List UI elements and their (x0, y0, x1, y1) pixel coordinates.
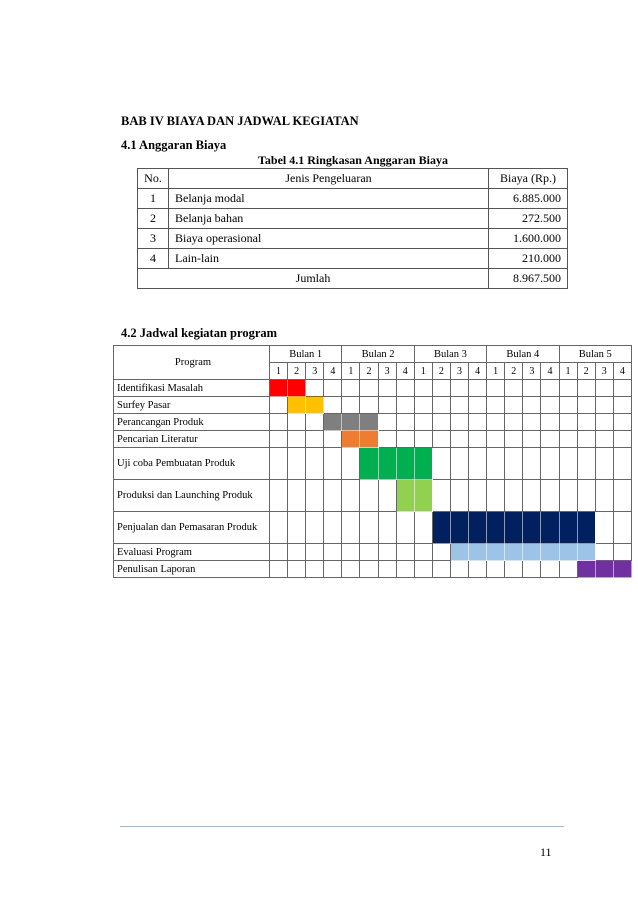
gantt-empty-cell (288, 561, 306, 578)
gantt-empty-cell (595, 512, 613, 544)
gantt-week-label: 2 (577, 363, 595, 380)
gantt-bar-cell (306, 397, 324, 414)
gantt-week-label: 3 (595, 363, 613, 380)
gantt-empty-cell (450, 380, 468, 397)
gantt-empty-cell (613, 480, 631, 512)
gantt-empty-cell (396, 414, 414, 431)
gantt-empty-cell (613, 544, 631, 561)
gantt-bar-cell (559, 512, 577, 544)
gantt-bar-cell (523, 512, 541, 544)
gantt-empty-cell (270, 431, 288, 448)
gantt-empty-cell (414, 561, 432, 578)
gantt-empty-cell (559, 561, 577, 578)
gantt-empty-cell (270, 544, 288, 561)
gantt-bar-cell (360, 431, 378, 448)
budget-total-row (138, 269, 568, 289)
gantt-empty-cell (306, 380, 324, 397)
schedule-gantt-table (113, 345, 632, 578)
gantt-empty-cell (505, 561, 523, 578)
gantt-week-label: 3 (306, 363, 324, 380)
budget-row-amount: 272.500 (489, 209, 568, 229)
gantt-bar-cell (324, 414, 342, 431)
gantt-empty-cell (324, 544, 342, 561)
gantt-empty-cell (432, 544, 450, 561)
gantt-bar-cell (559, 544, 577, 561)
gantt-empty-cell (613, 431, 631, 448)
budget-row-item: Lain-lain (169, 249, 489, 269)
gantt-empty-cell (487, 448, 505, 480)
gantt-empty-cell (487, 414, 505, 431)
gantt-empty-cell (324, 480, 342, 512)
gantt-empty-cell (559, 414, 577, 431)
gantt-empty-cell (469, 431, 487, 448)
gantt-week-label: 4 (613, 363, 631, 380)
gantt-empty-cell (396, 561, 414, 578)
budget-row-no: 4 (138, 249, 169, 269)
gantt-empty-cell (414, 431, 432, 448)
gantt-month-label: Bulan 3 (414, 346, 486, 363)
budget-row-no: 1 (138, 189, 169, 209)
gantt-empty-cell (487, 397, 505, 414)
gantt-bar-cell (396, 480, 414, 512)
gantt-empty-cell (342, 397, 360, 414)
gantt-activity-row (114, 414, 632, 431)
gantt-empty-cell (378, 544, 396, 561)
gantt-empty-cell (505, 380, 523, 397)
gantt-empty-cell (450, 397, 468, 414)
gantt-week-label: 3 (450, 363, 468, 380)
gantt-empty-cell (288, 448, 306, 480)
gantt-activity-name: Penjualan dan Pemasaran Produk (114, 512, 270, 544)
gantt-empty-cell (577, 397, 595, 414)
chapter-title: BAB IV BIAYA DAN JADWAL KEGIATAN (121, 114, 359, 128)
gantt-empty-cell (469, 380, 487, 397)
gantt-empty-cell (505, 448, 523, 480)
gantt-week-label: 3 (378, 363, 396, 380)
gantt-empty-cell (469, 480, 487, 512)
gantt-empty-cell (559, 380, 577, 397)
budget-header-amount: Biaya (Rp.) (489, 169, 568, 189)
gantt-week-label: 2 (432, 363, 450, 380)
gantt-week-label: 4 (324, 363, 342, 380)
gantt-empty-cell (450, 414, 468, 431)
gantt-empty-cell (577, 431, 595, 448)
gantt-empty-cell (523, 414, 541, 431)
gantt-empty-cell (270, 414, 288, 431)
gantt-empty-cell (541, 397, 559, 414)
gantt-month-label: Bulan 4 (487, 346, 559, 363)
gantt-empty-cell (559, 448, 577, 480)
gantt-empty-cell (396, 397, 414, 414)
gantt-bar-cell (270, 380, 288, 397)
budget-header-item: Jenis Pengeluaran (169, 169, 489, 189)
gantt-bar-cell (360, 414, 378, 431)
gantt-week-label: 1 (270, 363, 288, 380)
gantt-empty-cell (288, 480, 306, 512)
gantt-empty-cell (324, 512, 342, 544)
gantt-empty-cell (432, 380, 450, 397)
gantt-empty-cell (523, 448, 541, 480)
gantt-empty-cell (541, 414, 559, 431)
gantt-empty-cell (324, 561, 342, 578)
gantt-empty-cell (613, 448, 631, 480)
gantt-empty-cell (378, 561, 396, 578)
gantt-empty-cell (306, 480, 324, 512)
gantt-empty-cell (360, 512, 378, 544)
gantt-empty-cell (469, 397, 487, 414)
section-title-schedule: 4.2 Jadwal kegiatan program (121, 326, 278, 340)
gantt-week-label: 2 (288, 363, 306, 380)
gantt-activity-row (114, 380, 632, 397)
gantt-empty-cell (288, 414, 306, 431)
gantt-empty-cell (306, 414, 324, 431)
gantt-activity-name: Evaluasi Program (114, 544, 270, 561)
gantt-empty-cell (396, 544, 414, 561)
gantt-activity-name: Penulisan Laporan (114, 561, 270, 578)
budget-row-item: Belanja bahan (169, 209, 489, 229)
gantt-activity-row (114, 431, 632, 448)
budget-header-row (138, 169, 568, 189)
gantt-empty-cell (324, 397, 342, 414)
gantt-empty-cell (432, 414, 450, 431)
gantt-empty-cell (505, 480, 523, 512)
gantt-empty-cell (559, 397, 577, 414)
gantt-empty-cell (360, 397, 378, 414)
gantt-empty-cell (324, 448, 342, 480)
gantt-empty-cell (595, 448, 613, 480)
gantt-empty-cell (360, 544, 378, 561)
gantt-empty-cell (306, 512, 324, 544)
gantt-empty-cell (432, 448, 450, 480)
gantt-empty-cell (469, 414, 487, 431)
gantt-empty-cell (541, 480, 559, 512)
gantt-week-label: 3 (523, 363, 541, 380)
gantt-empty-cell (432, 397, 450, 414)
gantt-empty-cell (378, 480, 396, 512)
gantt-empty-cell (577, 380, 595, 397)
gantt-empty-cell (487, 380, 505, 397)
gantt-bar-cell (577, 561, 595, 578)
gantt-bar-cell (469, 544, 487, 561)
budget-table-caption: Tabel 4.1 Ringkasan Anggaran Biaya (258, 153, 448, 167)
gantt-empty-cell (595, 544, 613, 561)
gantt-week-label: 4 (541, 363, 559, 380)
gantt-bar-cell (342, 414, 360, 431)
gantt-empty-cell (487, 480, 505, 512)
gantt-empty-cell (432, 561, 450, 578)
budget-row-amount: 1.600.000 (489, 229, 568, 249)
gantt-bar-cell (414, 480, 432, 512)
gantt-program-header: Program (114, 346, 270, 380)
gantt-empty-cell (396, 512, 414, 544)
gantt-bar-cell (541, 512, 559, 544)
gantt-month-label: Bulan 2 (342, 346, 414, 363)
gantt-empty-cell (523, 561, 541, 578)
gantt-empty-cell (378, 414, 396, 431)
gantt-empty-cell (414, 397, 432, 414)
gantt-week-label: 1 (559, 363, 577, 380)
gantt-activity-row (114, 544, 632, 561)
gantt-empty-cell (505, 431, 523, 448)
gantt-bar-cell (450, 512, 468, 544)
gantt-empty-cell (270, 561, 288, 578)
gantt-empty-cell (541, 380, 559, 397)
budget-row-item: Belanja modal (169, 189, 489, 209)
gantt-empty-cell (414, 380, 432, 397)
gantt-activity-name: Pencarian Literatur (114, 431, 270, 448)
gantt-empty-cell (595, 480, 613, 512)
budget-total-amount: 8.967.500 (489, 269, 568, 289)
gantt-empty-cell (577, 448, 595, 480)
gantt-week-label: 2 (505, 363, 523, 380)
gantt-empty-cell (414, 414, 432, 431)
gantt-bar-cell (523, 544, 541, 561)
gantt-bar-cell (414, 448, 432, 480)
gantt-bar-cell (505, 544, 523, 561)
gantt-empty-cell (487, 431, 505, 448)
gantt-week-label: 1 (414, 363, 432, 380)
budget-row-no: 3 (138, 229, 169, 249)
gantt-empty-cell (613, 397, 631, 414)
gantt-bar-cell (595, 561, 613, 578)
gantt-empty-cell (414, 512, 432, 544)
gantt-empty-cell (577, 414, 595, 431)
table-row (138, 249, 568, 269)
gantt-bar-cell (487, 544, 505, 561)
gantt-empty-cell (360, 380, 378, 397)
page-number: 11 (540, 845, 552, 859)
gantt-week-label: 4 (396, 363, 414, 380)
gantt-empty-cell (613, 380, 631, 397)
gantt-activity-row (114, 480, 632, 512)
gantt-empty-cell (505, 397, 523, 414)
gantt-empty-cell (396, 431, 414, 448)
gantt-empty-cell (523, 480, 541, 512)
gantt-empty-cell (450, 431, 468, 448)
gantt-empty-cell (288, 512, 306, 544)
gantt-empty-cell (342, 448, 360, 480)
gantt-empty-cell (342, 380, 360, 397)
gantt-empty-cell (595, 414, 613, 431)
gantt-month-label: Bulan 1 (270, 346, 342, 363)
gantt-bar-cell (577, 544, 595, 561)
gantt-empty-cell (324, 380, 342, 397)
budget-row-amount: 6.885.000 (489, 189, 568, 209)
gantt-empty-cell (595, 397, 613, 414)
gantt-empty-cell (541, 448, 559, 480)
gantt-empty-cell (450, 561, 468, 578)
gantt-empty-cell (288, 544, 306, 561)
budget-table (137, 168, 568, 289)
gantt-empty-cell (342, 544, 360, 561)
gantt-empty-cell (487, 561, 505, 578)
gantt-empty-cell (378, 512, 396, 544)
gantt-empty-cell (595, 380, 613, 397)
gantt-empty-cell (378, 380, 396, 397)
gantt-body (114, 380, 632, 578)
gantt-empty-cell (541, 431, 559, 448)
gantt-empty-cell (469, 561, 487, 578)
gantt-activity-name: Identifikasi Masalah (114, 380, 270, 397)
gantt-bar-cell (432, 512, 450, 544)
gantt-empty-cell (288, 431, 306, 448)
gantt-empty-cell (306, 561, 324, 578)
gantt-bar-cell (288, 380, 306, 397)
gantt-empty-cell (306, 431, 324, 448)
gantt-bar-cell (450, 544, 468, 561)
gantt-empty-cell (505, 414, 523, 431)
gantt-bar-cell (360, 448, 378, 480)
gantt-empty-cell (595, 431, 613, 448)
gantt-empty-cell (432, 431, 450, 448)
budget-row-amount: 210.000 (489, 249, 568, 269)
gantt-activity-row (114, 397, 632, 414)
gantt-bar-cell (288, 397, 306, 414)
gantt-month-label: Bulan 5 (559, 346, 632, 363)
gantt-bar-cell (505, 512, 523, 544)
gantt-empty-cell (342, 512, 360, 544)
gantt-empty-cell (270, 397, 288, 414)
gantt-activity-row (114, 448, 632, 480)
gantt-empty-cell (450, 448, 468, 480)
gantt-bar-cell (396, 448, 414, 480)
gantt-activity-name: Produksi dan Launching Produk (114, 480, 270, 512)
gantt-empty-cell (306, 448, 324, 480)
budget-total-label: Jumlah (138, 269, 489, 289)
gantt-bar-cell (342, 431, 360, 448)
gantt-empty-cell (613, 414, 631, 431)
gantt-empty-cell (469, 448, 487, 480)
footer-divider (120, 826, 564, 827)
gantt-bar-cell (613, 561, 631, 578)
gantt-empty-cell (378, 397, 396, 414)
gantt-empty-cell (414, 544, 432, 561)
gantt-month-row (114, 346, 632, 363)
gantt-bar-cell (577, 512, 595, 544)
gantt-empty-cell (360, 561, 378, 578)
table-row (138, 189, 568, 209)
section-title-budget: 4.1 Anggaran Biaya (121, 138, 227, 152)
gantt-empty-cell (559, 431, 577, 448)
gantt-bar-cell (487, 512, 505, 544)
gantt-bar-cell (541, 544, 559, 561)
gantt-empty-cell (342, 561, 360, 578)
gantt-empty-cell (378, 431, 396, 448)
gantt-empty-cell (270, 512, 288, 544)
budget-row-item: Biaya operasional (169, 229, 489, 249)
gantt-activity-row (114, 561, 632, 578)
gantt-empty-cell (396, 380, 414, 397)
gantt-empty-cell (342, 480, 360, 512)
gantt-empty-cell (559, 480, 577, 512)
gantt-empty-cell (613, 512, 631, 544)
gantt-week-label: 1 (487, 363, 505, 380)
table-row (138, 209, 568, 229)
gantt-week-label: 1 (342, 363, 360, 380)
table-row (138, 229, 568, 249)
gantt-empty-cell (360, 480, 378, 512)
gantt-bar-cell (469, 512, 487, 544)
gantt-empty-cell (324, 431, 342, 448)
gantt-empty-cell (523, 397, 541, 414)
gantt-empty-cell (432, 480, 450, 512)
gantt-empty-cell (541, 561, 559, 578)
gantt-empty-cell (306, 544, 324, 561)
budget-row-no: 2 (138, 209, 169, 229)
gantt-empty-cell (270, 480, 288, 512)
gantt-empty-cell (577, 480, 595, 512)
gantt-activity-row (114, 512, 632, 544)
gantt-empty-cell (523, 431, 541, 448)
gantt-activity-name: Surfey Pasar (114, 397, 270, 414)
gantt-empty-cell (523, 380, 541, 397)
gantt-week-label: 4 (469, 363, 487, 380)
gantt-empty-cell (450, 480, 468, 512)
gantt-empty-cell (270, 448, 288, 480)
gantt-activity-name: Perancangan Produk (114, 414, 270, 431)
budget-header-no: No. (138, 169, 169, 189)
gantt-bar-cell (378, 448, 396, 480)
gantt-activity-name: Uji coba Pembuatan Produk (114, 448, 270, 480)
gantt-week-label: 2 (360, 363, 378, 380)
